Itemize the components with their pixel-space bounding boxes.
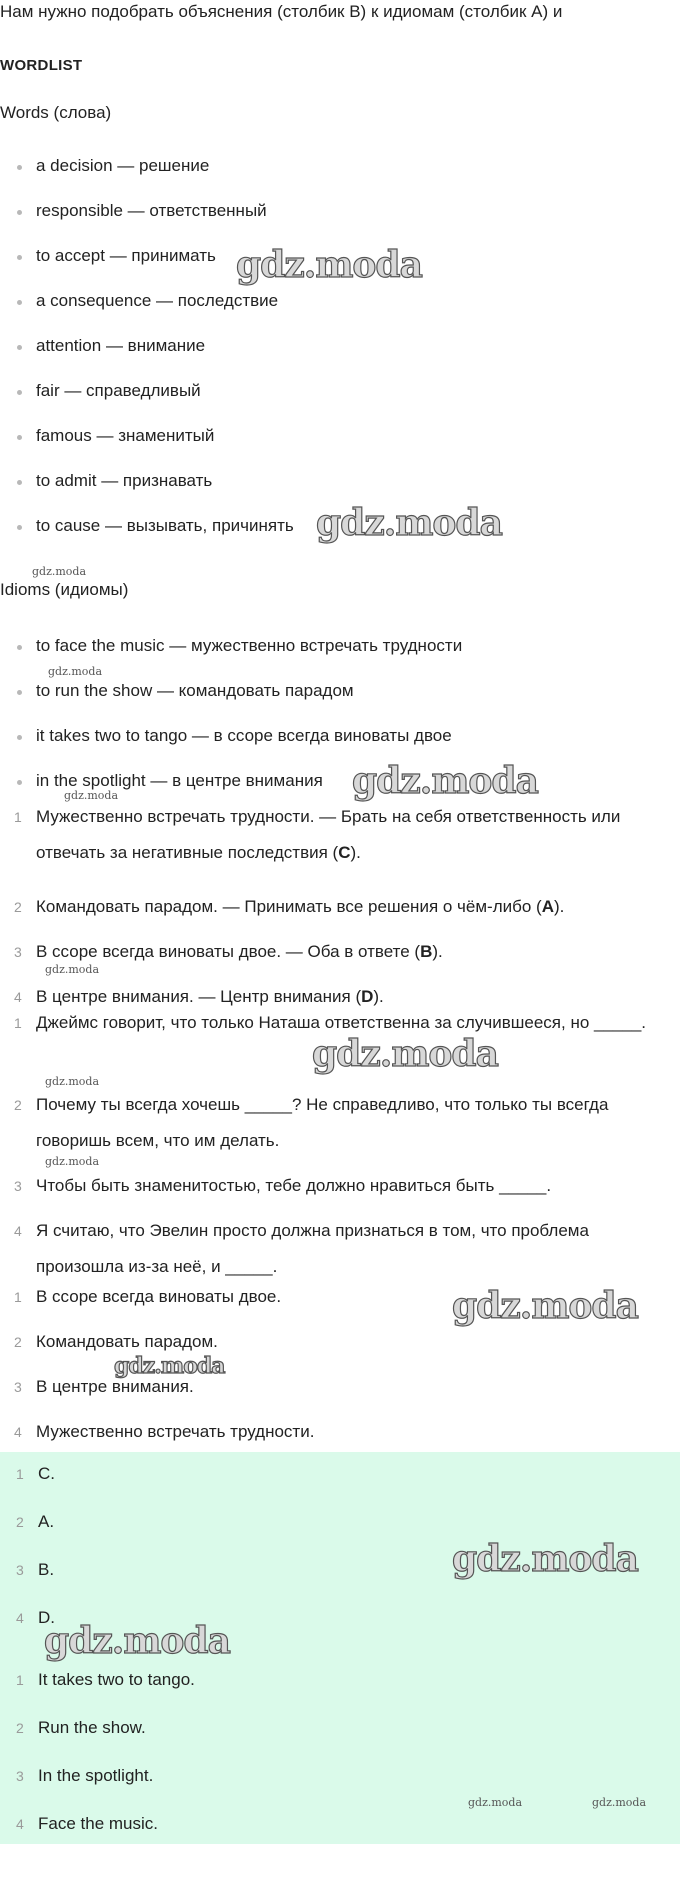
list-item: fair — справедливый bbox=[0, 379, 680, 424]
list-item: 4 В центре внимания. — Центр внимания (D). bbox=[14, 987, 384, 1006]
list-item: 4 D. bbox=[16, 1608, 55, 1627]
watermark-logo-small: gdz.moda bbox=[48, 665, 103, 678]
watermark-logo: gdz.moda bbox=[316, 502, 502, 544]
list-item: to accept — принимать bbox=[0, 244, 680, 289]
list-item: a decision — решение bbox=[0, 154, 680, 199]
words-label: Words (слова) bbox=[0, 103, 112, 122]
list-item: 3 Чтобы быть знаменитостью, тебе должно нравиться быть _____. bbox=[14, 1176, 552, 1195]
watermark-logo-small: gdz.moda bbox=[468, 1796, 523, 1809]
words-list bbox=[0, 154, 680, 559]
idioms-label: Idioms (идиомы) bbox=[0, 580, 129, 599]
watermark-logo-small: gdz.moda bbox=[592, 1796, 647, 1809]
watermark-logo: gdz.moda bbox=[452, 1538, 638, 1580]
watermark-logo: gdz.moda bbox=[236, 244, 422, 286]
wordlist-heading: WORDLIST bbox=[0, 57, 83, 74]
list-item: a consequence — последствие bbox=[0, 289, 680, 334]
list-item: 1 C. bbox=[16, 1464, 55, 1483]
watermark-logo: gdz.moda bbox=[452, 1285, 638, 1327]
list-item: 3 B. bbox=[16, 1560, 55, 1579]
list-item: to cause — вызывать, причинять bbox=[0, 514, 680, 559]
list-item: 1 Джеймс говорит, что только Наташа ответственна за случившееся, но _____. bbox=[14, 1013, 646, 1032]
list-item: to face the music — мужественно встречать трудности bbox=[0, 634, 680, 679]
list-item: 3 В ссоре всегда виноваты двое. — Оба в ответе (B). bbox=[14, 942, 443, 961]
list-item: to admit — признавать bbox=[0, 469, 680, 514]
watermark-logo-small: gdz.moda bbox=[45, 1075, 100, 1088]
intro-text: Нам нужно подобрать объяснения (столбик B) к идиомам (столбик A) и bbox=[0, 2, 563, 21]
list-item: 2 Run the show. bbox=[16, 1718, 146, 1737]
list-item: 1 Мужественно встречать трудности. — Брать на себя ответственность или отвечать за негативные последствия (C). bbox=[14, 807, 621, 862]
watermark-logo-small: gdz.moda bbox=[45, 963, 100, 976]
list-item: 2 A. bbox=[16, 1512, 55, 1531]
watermark-logo-small: gdz.moda bbox=[64, 789, 119, 802]
idioms-list bbox=[0, 634, 680, 814]
list-item: 4 Я считаю, что Эвелин просто должна признаться в том, что проблема произошла из-за неё, и _____. bbox=[14, 1221, 589, 1276]
watermark-logo-small: gdz.moda bbox=[32, 565, 87, 578]
list-item: 3 In the spotlight. bbox=[16, 1766, 154, 1785]
list-item: responsible — ответственный bbox=[0, 199, 680, 244]
watermark-logo: gdz.moda bbox=[312, 1033, 498, 1075]
list-item: 1 It takes two to tango. bbox=[16, 1670, 195, 1689]
watermark-logo: gdz.moda bbox=[114, 1353, 225, 1379]
list-item: 4 Мужественно встречать трудности. bbox=[14, 1422, 315, 1441]
list-item: 2 Командовать парадом. bbox=[14, 1332, 218, 1351]
list-item: 1 В ссоре всегда виноваты двое. bbox=[14, 1287, 282, 1306]
list-item: 2 Командовать парадом. — Принимать все решения о чём-либо (A). bbox=[14, 897, 565, 916]
list-item: famous — знаменитый bbox=[0, 424, 680, 469]
list-item: it takes two to tango — в ссоре всегда виноваты двое bbox=[0, 724, 680, 769]
watermark-logo-small: gdz.moda bbox=[45, 1155, 100, 1168]
list-item: to run the show — командовать парадом bbox=[0, 679, 680, 724]
matches-list bbox=[0, 799, 680, 1015]
list-item: 2 Почему ты всегда хочешь _____? Не справедливо, что только ты всегда говоришь всем, что им делать. bbox=[14, 1095, 609, 1150]
list-item: 3 В центре внимания. bbox=[14, 1377, 194, 1396]
list-item: in the spotlight — в центре внимания bbox=[0, 769, 680, 814]
list-item: attention — внимание bbox=[0, 334, 680, 379]
watermark-logo: gdz.moda bbox=[44, 1620, 230, 1662]
list-item: 4 Face the music. bbox=[16, 1814, 158, 1833]
watermark-logo: gdz.moda bbox=[352, 760, 538, 802]
answers-en-list bbox=[0, 1668, 680, 1860]
